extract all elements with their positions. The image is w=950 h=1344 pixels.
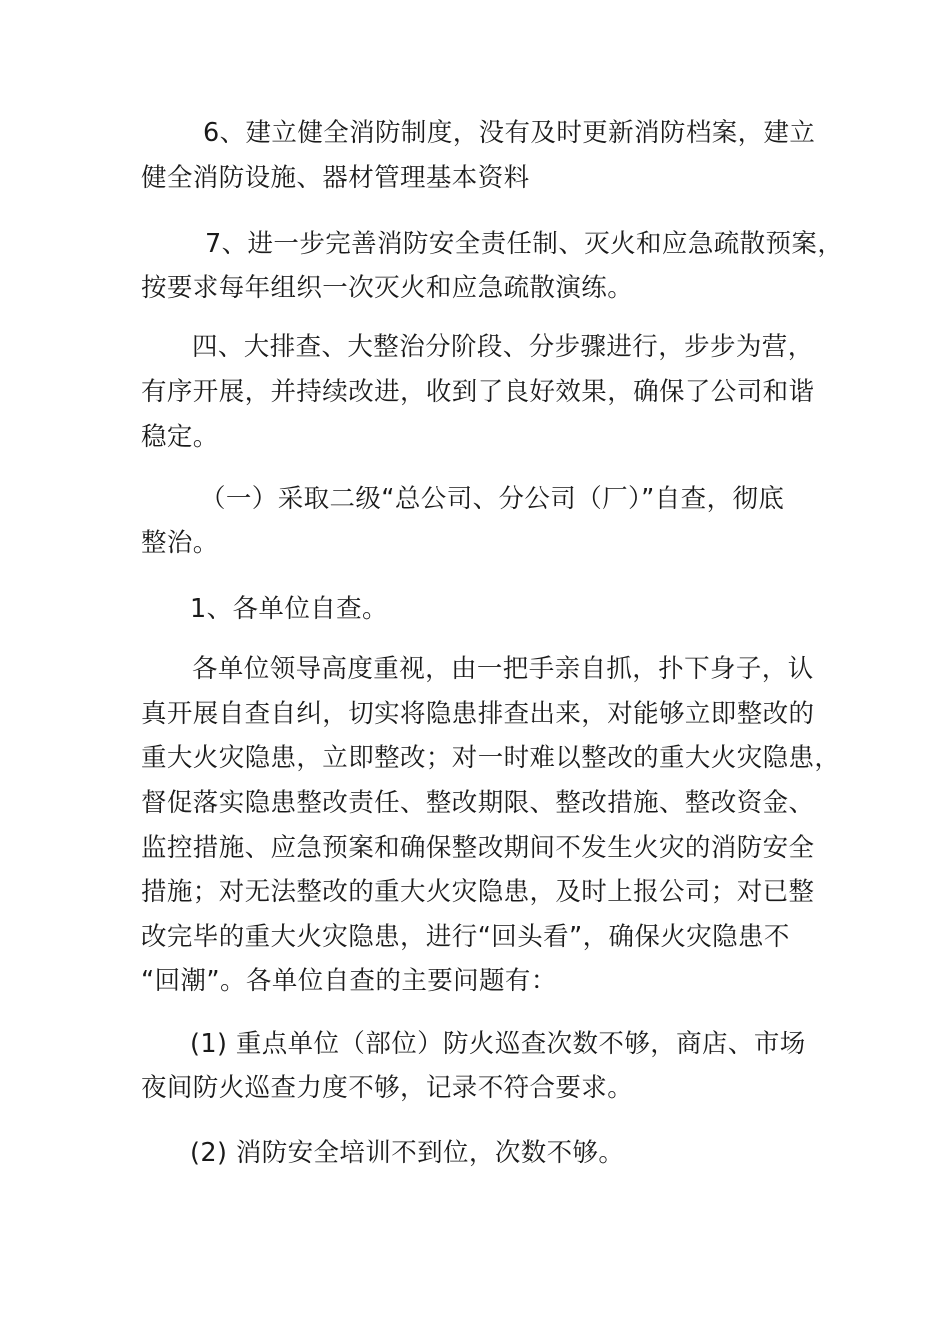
text-line: (1) 重点单位（部位）防火巡查次数不够，商店、市场 bbox=[190, 1029, 806, 1059]
text-line: “回潮”。各单位自查的主要问题有： bbox=[141, 966, 557, 996]
text-line: 各单位领导高度重视，由一把手亲自抓，扑下身子，认 bbox=[192, 654, 814, 684]
text-line: 督促落实隐患整改责任、整改期限、整改措施、整改资金、 bbox=[141, 788, 815, 818]
text-line: 有序开展，并持续改进，收到了良好效果，确保了公司和谐 bbox=[141, 377, 815, 407]
text-line: 重大火灾隐患，立即整改；对一时难以整改的重大火灾隐患， bbox=[141, 743, 841, 773]
text-line: 稳定。 bbox=[141, 422, 219, 452]
text-line: 健全消防设施、器材管理基本资料 bbox=[141, 163, 530, 193]
text-line: 夜间防火巡查力度不够，记录不符合要求。 bbox=[141, 1073, 634, 1103]
text-line: 监控措施、应急预案和确保整改期间不发生火灾的消防安全 bbox=[141, 833, 815, 863]
text-line: 6、建立健全消防制度，没有及时更新消防档案，建立 bbox=[203, 118, 816, 148]
text-line: （一）采取二级“总公司、分公司（厂）”自查，彻底 bbox=[200, 484, 785, 514]
text-line: 真开展自查自纠，切实将隐患排查出来，对能够立即整改的 bbox=[141, 699, 815, 729]
text-line: 7、进一步完善消防安全责任制、灭火和应急疏散预案， bbox=[205, 229, 844, 259]
text-line: 改完毕的重大火灾隐患，进行“回头看”，确保火灾隐患不 bbox=[141, 922, 790, 952]
text-line: (2) 消防安全培训不到位，次数不够。 bbox=[190, 1138, 625, 1168]
text-line: 四、大排查、大整治分阶段、分步骤进行，步步为营， bbox=[192, 332, 814, 362]
text-line: 1、各单位自查。 bbox=[190, 594, 388, 624]
text-line: 措施；对无法整改的重大火灾隐患，及时上报公司；对已整 bbox=[141, 877, 815, 907]
text-line: 整治。 bbox=[141, 528, 219, 558]
text-line: 按要求每年组织一次灭火和应急疏散演练。 bbox=[141, 273, 634, 303]
